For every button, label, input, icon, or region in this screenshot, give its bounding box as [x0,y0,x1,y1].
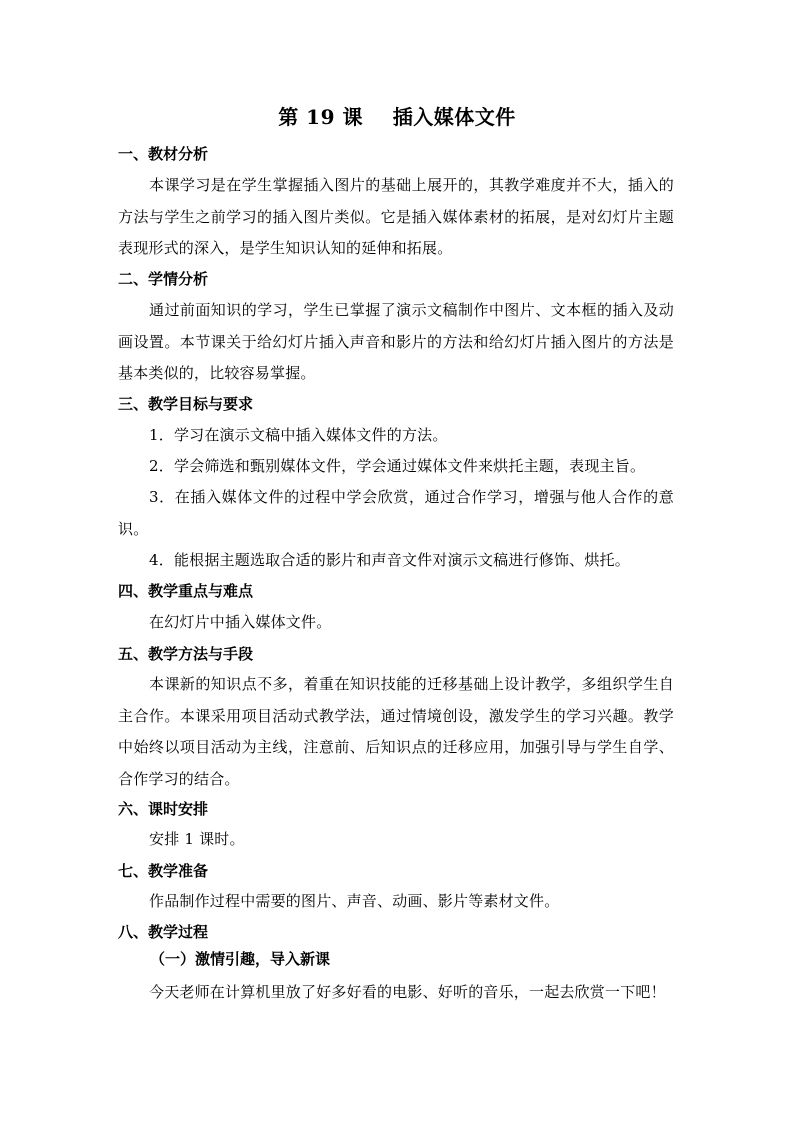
section-heading-methods: 五、教学方法与手段 [118,645,254,663]
section-paragraph: 作品制作过程中需要的图片、声音、动画、影片等素材文件。 [149,892,560,910]
objective-item: 2．学会筛选和甄别媒体文件，学会通过媒体文件来烘托主题，表现主旨。 [149,457,646,475]
section-heading-process: 八、教学过程 [118,923,209,941]
section-heading-objectives: 三、教学目标与要求 [118,395,254,413]
section-paragraph: 本课新的知识点不多，着重在知识技能的迁移基础上设计教学，多组织学生自主合作。本课采用项目活动式教学法，通过情境创设，激发学生的学习兴趣。教学中始终以项目活动为主线，注意前、后知识点的迁移应用，加强引导与学生自学、合作学习的结合。 [118,675,674,788]
objective-item: 4．能根据主题选取合适的影片和声音文件对演示文稿进行修饰、烘托。 [149,551,630,569]
objective-item: 1．学习在演示文稿中插入媒体文件的方法。 [149,426,448,444]
section-paragraph: 今天老师在计算机里放了好多好看的电影、好听的音乐，一起去欣赏一下吧！ [149,983,666,1001]
section-paragraph: 本课学习是在学生掌握插入图片的基础上展开的，其教学难度并不大，插入的方法与学生之前学习的插入图片类似。它是插入媒体素材的拓展，是对幻灯片主题表现形式的深入，是学生知识认知的延伸和拓展。 [118,176,674,257]
section-heading-analysis: 一、教材分析 [118,145,209,163]
section-paragraph: 通过前面知识的学习，学生已掌握了演示文稿制作中图片、文本框的插入及动画设置。本节课关于给幻灯片插入声音和影片的方法和给幻灯片插入图片的方法是基本类似的，比较容易掌握。 [118,301,674,382]
section-heading-schedule: 六、课时安排 [118,800,209,818]
section-heading-key-points: 四、教学重点与难点 [118,582,254,600]
section-heading-learners: 二、学情分析 [118,270,209,288]
section-heading-preparation: 七、教学准备 [118,862,209,880]
section-paragraph: 在幻灯片中插入媒体文件。 [149,613,332,631]
objective-item: 3．在插入媒体文件的过程中学会欣赏，通过合作学习，增强与他人合作的意识。 [118,488,674,538]
section-paragraph: 安排 1 课时。 [149,830,245,848]
subsection-heading: （一）激情引趣，导入新课 [150,950,331,968]
page-title: 第 19 课 插入媒体文件 [278,105,516,129]
